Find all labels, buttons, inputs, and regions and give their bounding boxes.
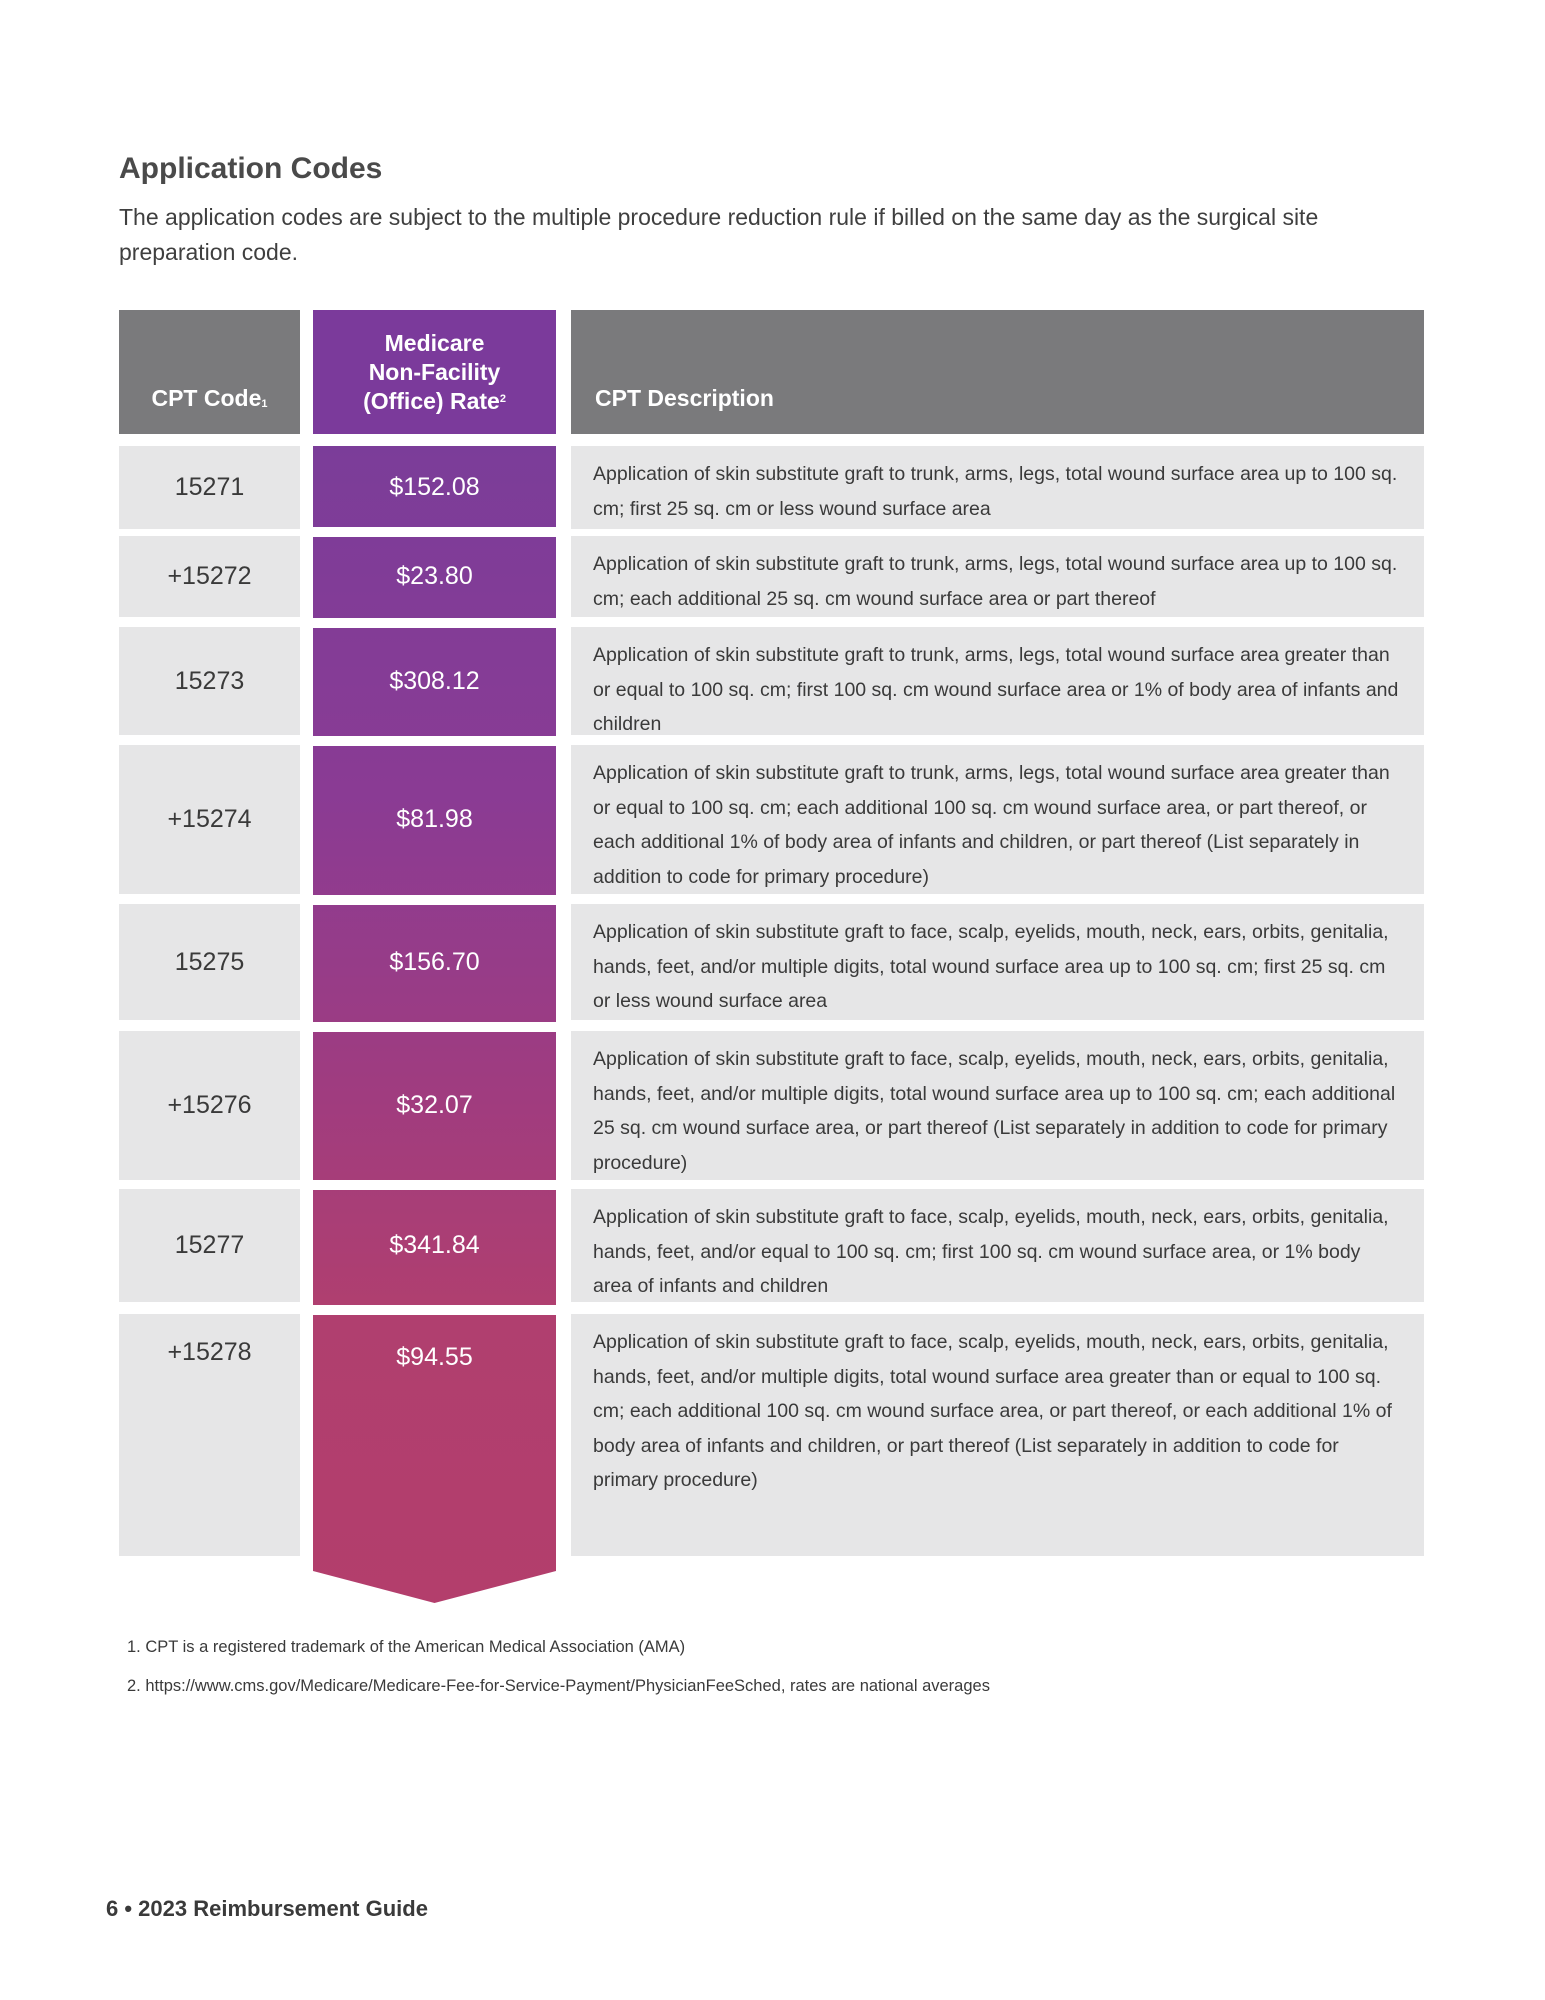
- page-title: Application Codes: [119, 152, 383, 185]
- intro-paragraph: The application codes are subject to the multiple procedure reduction rule if billed on the same day as the surgical site preparation code.: [119, 204, 1319, 265]
- cell-cpt-description: Application of skin substitute graft to face, scalp, eyelids, mouth, neck, ears, orbits, genitalia, hands, feet, and/or multiple digits, total wound surface area up to 100 sq. cm; first 25 sq. cm or less wound surface area: [571, 904, 1424, 1020]
- rate-row-divider: [313, 736, 556, 746]
- footnote-2: 2. https://www.cms.gov/Medicare/Medicare-Fee-for-Service-Payment/PhysicianFeeSched, rates are national averages: [127, 1677, 990, 1695]
- header-rate-line3: (Office) Rate: [363, 387, 500, 414]
- header-cpt-description-label: CPT Description: [595, 385, 774, 411]
- footnote-ref-1: 1: [261, 398, 268, 410]
- cell-cpt-description: Application of skin substitute graft to trunk, arms, legs, total wound surface area up to 100 sq. cm; first 25 sq. cm or less wound surface area: [571, 446, 1424, 529]
- cell-medicare-rate: $308.12: [389, 666, 480, 695]
- cell-cpt-code: +15272: [119, 536, 300, 617]
- cell-cpt-code: 15271: [119, 446, 300, 529]
- rate-row-divider: [313, 1180, 556, 1190]
- rate-row-divider: [313, 1305, 556, 1315]
- page-footer: 6 • 2023 Reimbursement Guide: [106, 1896, 428, 1921]
- footnotes: [127, 1638, 990, 1716]
- rate-row-divider: [313, 1022, 556, 1032]
- rate-row-divider: [313, 895, 556, 905]
- cell-cpt-code: 15275: [119, 904, 300, 1020]
- cell-medicare-rate: $341.84: [389, 1231, 480, 1259]
- header-rate-line2: Non-Facility: [368, 358, 501, 385]
- header-cpt-description: [571, 310, 1424, 434]
- cell-cpt-description: Application of skin substitute graft to trunk, arms, legs, total wound surface area greater than or equal to 100 sq. cm; first 100 sq. cm wound surface area or 1% of body area of infants and children: [571, 627, 1424, 735]
- cell-cpt-code: +15274: [119, 745, 300, 894]
- cell-cpt-description: Application of skin substitute graft to trunk, arms, legs, total wound surface area up to 100 sq. cm; each additional 25 sq. cm wound surface area or part thereof: [571, 536, 1424, 617]
- cell-medicare-rate: $152.08: [389, 473, 480, 501]
- footnote-1: 1. CPT is a registered trademark of the American Medical Association (AMA): [127, 1638, 686, 1656]
- cell-medicare-rate: $23.80: [396, 562, 473, 590]
- cell-cpt-description: Application of skin substitute graft to face, scalp, eyelids, mouth, neck, ears, orbits, genitalia, hands, feet, and/or multiple digits, total wound surface area greater than or equal to 100 sq. cm; each additional 100 sq. cm wound surface area, or part thereof, or each additional 1% of body area of infants and children, or part thereof (List separately in addition to code for primary procedure): [571, 1314, 1424, 1556]
- header-cpt-code: [119, 310, 300, 434]
- cell-cpt-description: Application of skin substitute graft to face, scalp, eyelids, mouth, neck, ears, orbits, genitalia, hands, feet, and/or multiple digits, total wound surface area up to 100 sq. cm; each additional 25 sq. cm wound surface area, or part thereof (List separately in addition to code for primary procedure): [571, 1031, 1424, 1180]
- cell-cpt-code: 15273: [119, 627, 300, 735]
- cell-medicare-rate: $94.55: [396, 1343, 473, 1371]
- rate-row-divider: [313, 527, 556, 537]
- header-medicare-rate: [313, 310, 556, 434]
- cell-medicare-rate: $32.07: [396, 1091, 473, 1119]
- footnote-ref-2: 2: [499, 392, 506, 405]
- cell-medicare-rate: $156.70: [389, 947, 480, 976]
- cell-cpt-description: Application of skin substitute graft to face, scalp, eyelids, mouth, neck, ears, orbits, genitalia, hands, feet, and/or equal to 100 sq. cm; first 100 sq. cm wound surface area, or 1% body area of infants and children: [571, 1189, 1424, 1302]
- header-cpt-code-label: CPT Code: [151, 385, 262, 411]
- rate-row-divider: [313, 618, 556, 628]
- header-rate-line1: Medicare: [384, 329, 485, 356]
- cell-cpt-code: 15277: [119, 1189, 300, 1302]
- cell-medicare-rate: $81.98: [396, 805, 473, 833]
- cell-cpt-code: +15278: [119, 1314, 300, 1556]
- cell-cpt-description: Application of skin substitute graft to trunk, arms, legs, total wound surface area greater than or equal to 100 sq. cm; each additional 100 sq. cm wound surface area, or part thereof, or each additional 1% of body area of infants and children, or part thereof (List separately in addition to code for primary procedure): [571, 745, 1424, 894]
- cell-cpt-code: +15276: [119, 1031, 300, 1180]
